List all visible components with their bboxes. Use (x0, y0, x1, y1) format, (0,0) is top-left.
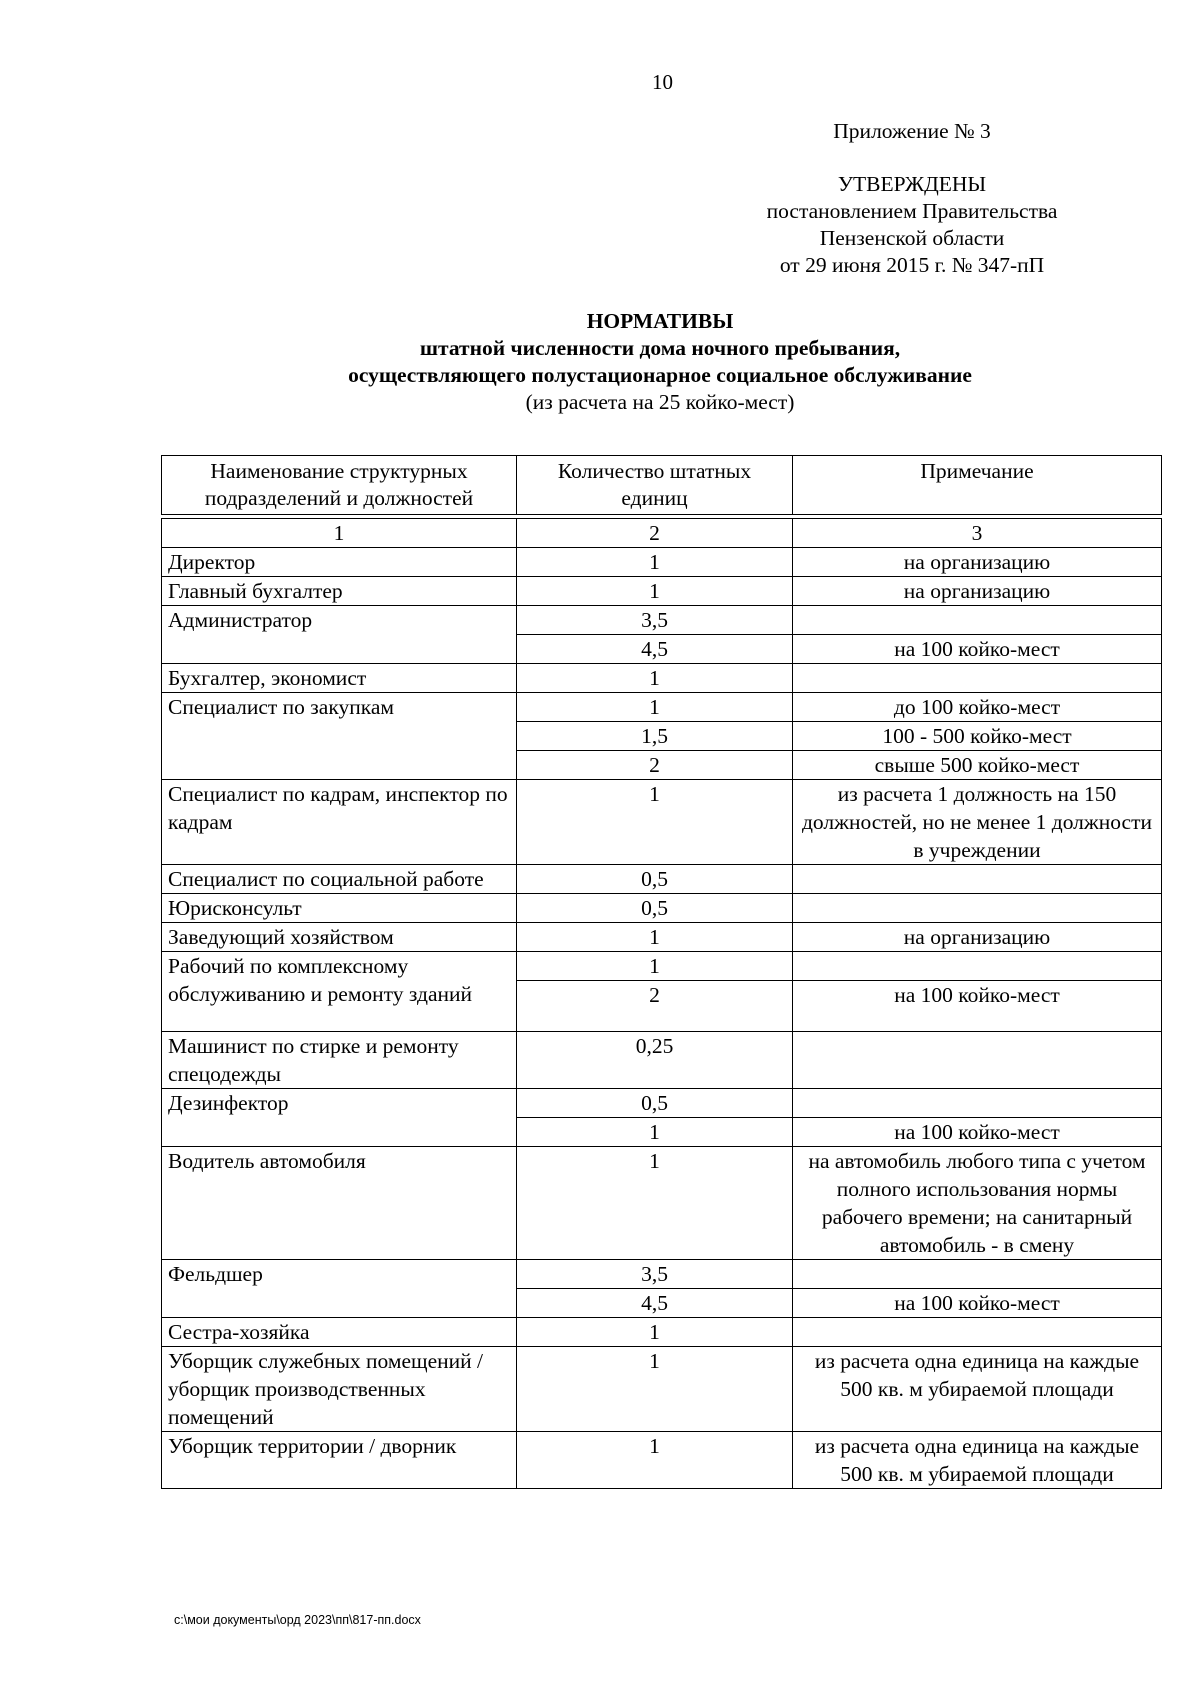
table-row (162, 780, 1162, 865)
staff-count: 1 (517, 1347, 793, 1432)
column-number: 1 (162, 519, 517, 548)
position-name: Фельдшер (162, 1260, 517, 1318)
note (793, 865, 1162, 894)
position-name: Водитель автомобиля (162, 1147, 517, 1260)
staff-count: 4,5 (517, 635, 793, 664)
table-row (162, 952, 1162, 981)
column-numbers-row (162, 519, 1162, 548)
note (793, 1260, 1162, 1289)
position-name: Специалист по закупкам (162, 693, 517, 780)
column-number: 3 (793, 519, 1162, 548)
note: на 100 койко-мест (793, 981, 1162, 1032)
table-row (162, 664, 1162, 693)
staffing-norms-table (161, 455, 1162, 1489)
table-row (162, 1318, 1162, 1347)
table-row (162, 1089, 1162, 1118)
staff-count: 1 (517, 923, 793, 952)
staff-count: 1 (517, 577, 793, 606)
note: на автомобиль любого типа с учетом полного использования нормы рабочего времени; на санитарный автомобиль - в смену (793, 1147, 1162, 1260)
position-name: Сестра-хозяйка (162, 1318, 517, 1347)
note (793, 1318, 1162, 1347)
table-row (162, 923, 1162, 952)
file-path-footer: c:\мои документы\орд 2023\пп\817-пп.docx (174, 1613, 421, 1627)
approval-block (742, 118, 1082, 279)
note: 100 - 500 койко-мест (793, 722, 1162, 751)
staff-count: 1 (517, 952, 793, 981)
table-row (162, 1347, 1162, 1432)
note: из расчета одна единица на каждые 500 кв. м убираемой площади (793, 1432, 1162, 1489)
note: на организацию (793, 923, 1162, 952)
position-name: Уборщик служебных помещений / уборщик производственных помещений (162, 1347, 517, 1432)
position-name: Специалист по кадрам, инспектор по кадрам (162, 780, 517, 865)
title-main: НОРМАТИВЫ (586, 309, 734, 333)
header-name: Наименование структурных подразделений и должностей (162, 456, 517, 515)
approval-line: УТВЕРЖДЕНЫ (837, 172, 987, 196)
page-number: 10 (652, 70, 673, 94)
position-name: Дезинфектор (162, 1089, 517, 1147)
note (793, 664, 1162, 693)
title-line-2: осуществляющего полустационарное социальное обслуживание (348, 363, 972, 387)
note (793, 1032, 1162, 1089)
staff-count: 4,5 (517, 1289, 793, 1318)
position-name: Бухгалтер, экономист (162, 664, 517, 693)
document-title (160, 308, 1160, 416)
note (793, 1089, 1162, 1118)
table-row (162, 548, 1162, 577)
position-name: Юрисконсульт (162, 894, 517, 923)
note: из расчета одна единица на каждые 500 кв. м убираемой площади (793, 1347, 1162, 1432)
position-name: Машинист по стирке и ремонту спецодежды (162, 1032, 517, 1089)
note: свыше 500 койко-мест (793, 751, 1162, 780)
staff-count: 1,5 (517, 722, 793, 751)
table-row (162, 1260, 1162, 1289)
column-number: 2 (517, 519, 793, 548)
appendix-label: Приложение № 3 (833, 119, 991, 143)
title-line-1: штатной численности дома ночного пребывания, (419, 336, 901, 360)
staff-count: 0,5 (517, 894, 793, 923)
staff-count: 1 (517, 664, 793, 693)
table-row (162, 894, 1162, 923)
staff-count: 1 (517, 1147, 793, 1260)
staff-count: 2 (517, 751, 793, 780)
staff-count: 3,5 (517, 606, 793, 635)
note: на 100 койко-мест (793, 635, 1162, 664)
staff-count: 2 (517, 981, 793, 1032)
position-name: Уборщик территории / дворник (162, 1432, 517, 1489)
staff-count: 1 (517, 548, 793, 577)
title-line-3: (из расчета на 25 койко-мест) (525, 390, 795, 414)
staff-count: 1 (517, 1432, 793, 1489)
position-name: Главный бухгалтер (162, 577, 517, 606)
header-qty: Количество штатных единиц (517, 456, 793, 515)
table-row (162, 1147, 1162, 1260)
table-header-row (162, 456, 1162, 515)
table-row (162, 1432, 1162, 1489)
table-row (162, 1032, 1162, 1089)
table-row (162, 865, 1162, 894)
staff-count: 0,5 (517, 1089, 793, 1118)
position-name: Администратор (162, 606, 517, 664)
table-row (162, 693, 1162, 722)
staff-count: 1 (517, 1118, 793, 1147)
staff-count: 0,25 (517, 1032, 793, 1089)
position-name: Директор (162, 548, 517, 577)
note: на 100 койко-мест (793, 1289, 1162, 1318)
approval-line: постановлением Правительства (766, 199, 1058, 223)
staff-count: 3,5 (517, 1260, 793, 1289)
note: из расчета 1 должность на 150 должностей, но не менее 1 должности в учреждении (793, 780, 1162, 865)
note: на организацию (793, 577, 1162, 606)
staff-count: 1 (517, 780, 793, 865)
header-note: Примечание (793, 456, 1162, 515)
note: на 100 койко-мест (793, 1118, 1162, 1147)
approval-line: от 29 июня 2015 г. № 347-пП (779, 253, 1045, 277)
staff-count: 0,5 (517, 865, 793, 894)
note: до 100 койко-мест (793, 693, 1162, 722)
staff-count: 1 (517, 1318, 793, 1347)
table-row (162, 606, 1162, 635)
note: на организацию (793, 548, 1162, 577)
staff-count: 1 (517, 693, 793, 722)
position-name: Рабочий по комплексному обслуживанию и ремонту зданий (162, 952, 517, 1032)
note (793, 894, 1162, 923)
note (793, 952, 1162, 981)
table-row (162, 577, 1162, 606)
note (793, 606, 1162, 635)
position-name: Заведующий хозяйством (162, 923, 517, 952)
approval-line: Пензенской области (819, 226, 1005, 250)
position-name: Специалист по социальной работе (162, 865, 517, 894)
